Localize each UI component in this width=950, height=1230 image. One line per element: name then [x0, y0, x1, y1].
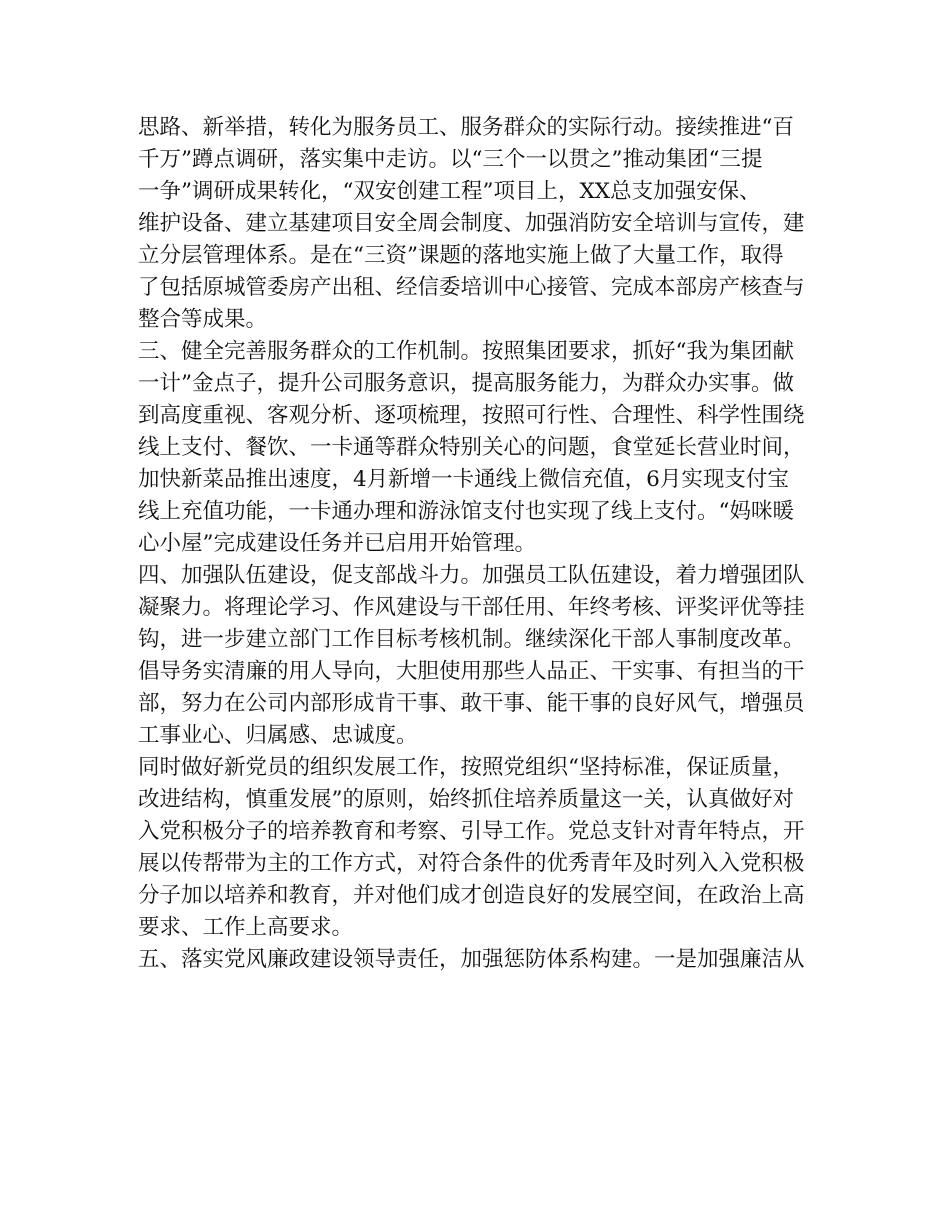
- text-line: 线上支付、餐饮、一卡通等群众特别关心的问题，食堂延长营业时间，: [138, 435, 805, 460]
- text-line: 凝聚力。将理论学习、作风建设与干部任用、年终考核、评奖评优等挂: [138, 595, 805, 620]
- text-line: 到高度重视、客观分析、逐项梳理，按照可行性、合理性、科学性围绕: [138, 403, 805, 428]
- text-line: 加快新菜品推出速度，4月新增一卡通线上微信充值，6月实现支付宝: [138, 467, 789, 492]
- section-heading-line: 四、加强队伍建设，促支部战斗力。加强员工队伍建设，着力增强团队: [138, 563, 805, 588]
- text-line: 立分层管理体系。是在“三资”课题的落地实施上做了大量工作，取得: [138, 243, 784, 268]
- text-line: 思路、新举措，转化为服务员工、服务群众的实际行动。接续推进“百: [138, 115, 794, 140]
- document-body: [138, 112, 818, 976]
- section-heading-line: 三、健全完善服务群众的工作机制。按照集团要求，抓好“我为集团献: [138, 339, 794, 364]
- text-line: 整合等成果。: [138, 307, 268, 332]
- text-line: 线上充值功能，一卡通办理和游泳馆支付也实现了线上支付。“妈咪暖: [138, 499, 794, 524]
- text-line: 要求、工作上高要求。: [138, 915, 354, 940]
- text-line: 分子加以培养和教育，并对他们成才创造良好的发展空间，在政治上高: [138, 883, 805, 908]
- text-line: 工事业心、归属感、忠诚度。: [138, 723, 418, 748]
- text-line: 钩，进一步建立部门工作目标考核机制。继续深化干部人事制度改革。: [138, 627, 805, 652]
- section-heading-line: 五、落实党风廉政建设领导责任，加强惩防体系构建。一是加强廉洁从: [138, 947, 805, 972]
- text-line: 入党积极分子的培养教育和考察、引导工作。党总支针对青年特点，开: [138, 819, 805, 844]
- text-line: 一争”调研成果转化，“双安创建工程”项目上，XX总支加强安保、: [138, 179, 761, 204]
- text-line: 了包括原城管委房产出租、经信委培训中心接管、完成本部房产核查与: [138, 275, 805, 300]
- text-line: 维护设备、建立基建项目安全周会制度、加强消防安全培训与宣传，建: [138, 211, 805, 236]
- text-line: 改进结构，慎重发展”的原则，始终抓住培养质量这一关，认真做好对: [138, 787, 794, 812]
- text-line: 同时做好新党员的组织发展工作，按照党组织“坚持标准，保证质量，: [138, 755, 794, 780]
- text-line: 倡导务实清廉的用人导向，大胆使用那些人品正、干实事、有担当的干: [138, 659, 805, 684]
- text-line: 一计”金点子，提升公司服务意识，提高服务能力，为群众办实事。做: [138, 371, 794, 396]
- text-line: 部，努力在公司内部形成肯干事、敢干事、能干事的良好风气，增强员: [138, 691, 805, 716]
- text-line: 展以传帮带为主的工作方式，对符合条件的优秀青年及时列入入党积极: [138, 851, 805, 876]
- text-line: 千万”蹲点调研，落实集中走访。以“三个一以贯之”推动集团“三提: [138, 147, 763, 172]
- text-line: 心小屋”完成建设任务并已启用开始管理。: [138, 531, 536, 556]
